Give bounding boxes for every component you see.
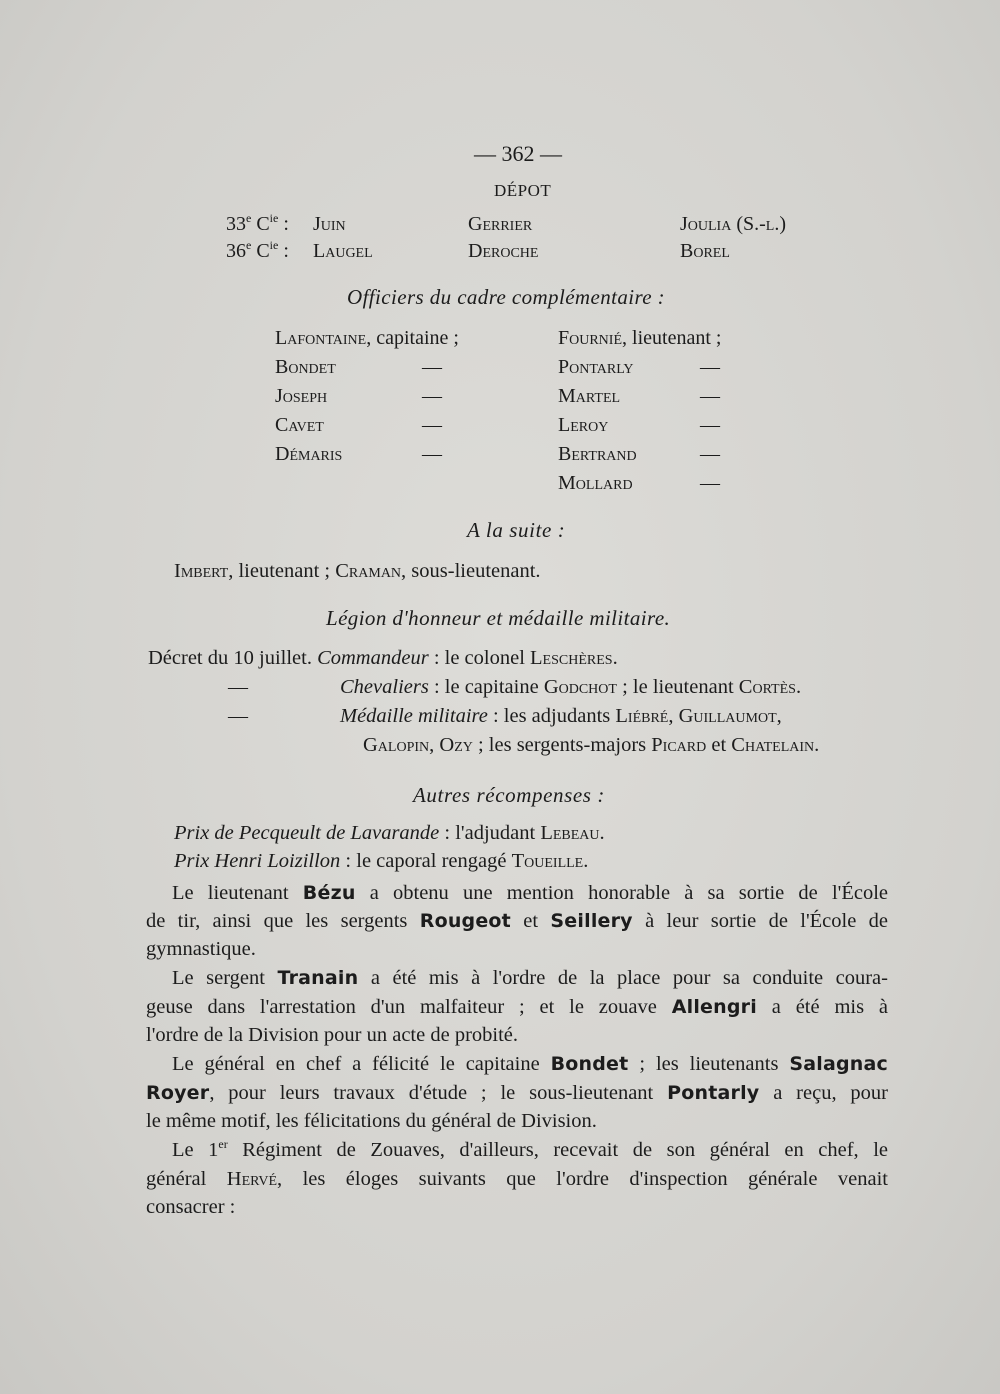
depot-name: Deroche xyxy=(468,240,539,262)
suite-heading: A la suite : xyxy=(467,518,566,542)
depot-name: Laugel xyxy=(313,240,373,262)
decree-line: Décret du 10 juillet. Commandeur : le colonel Leschères. xyxy=(148,647,618,669)
ditto-dash: — xyxy=(422,414,442,436)
paragraph-line: l'ordre de la Division pour un acte de probité. xyxy=(146,1024,519,1046)
paragraph-line: Le 1er Régiment de Zouaves, d'ailleurs, recevait de son général en chef, le xyxy=(172,1137,888,1161)
prix-line: Prix Henri Loizillon : le caporal rengagé Toueille. xyxy=(174,850,589,872)
paragraph-line: gymnastique. xyxy=(146,938,256,960)
paragraph-line: Le sergent Tranain a été mis à l'ordre de la place pour sa conduite coura- xyxy=(172,967,888,989)
officiers-heading: Officiers du cadre complémentaire : xyxy=(347,285,666,309)
paragraph-line: de tir, ainsi que les sergents Rougeot et Seillery à leur sortie de l'École de xyxy=(146,910,889,932)
suite-line: Imbert, lieutenant ; Craman, sous-lieutenant. xyxy=(174,560,541,582)
ditto-dash: — xyxy=(422,443,442,465)
ditto-dash: — xyxy=(700,385,720,407)
paragraph-line: consacrer : xyxy=(146,1196,236,1218)
medaille-line-cont: Galopin, Ozy ; les sergents-majors Picard et Chatelain. xyxy=(363,734,820,756)
paragraph-line: Royer, pour leurs travaux d'étude ; le sous-lieutenant Pontarly a reçu, pour xyxy=(146,1082,888,1104)
prix-line: Prix de Pecqueult de Lavarande : l'adjudant Lebeau. xyxy=(174,822,605,844)
ditto-dash: — xyxy=(700,472,720,494)
ditto-dash: — xyxy=(422,385,442,407)
autres-heading: Autres récompenses : xyxy=(413,783,606,807)
ditto-dash: — xyxy=(228,676,248,698)
depot-heading: DÉPOT xyxy=(494,181,552,200)
ditto-dash: — xyxy=(700,443,720,465)
ditto-dash: — xyxy=(228,705,248,727)
ditto-dash: — xyxy=(700,356,720,378)
legion-heading: Légion d'honneur et médaille militaire. xyxy=(326,606,671,630)
paragraph-line: Le lieutenant Bézu a obtenu une mention honorable à sa sortie de l'École xyxy=(172,882,889,904)
depot-name: Juin xyxy=(313,213,346,235)
officer-name: Leroy xyxy=(558,414,609,436)
chevaliers-line: Chevaliers : le capitaine Godchot ; le lieutenant Cortès. xyxy=(340,676,802,698)
depot-name: Joulia (S.-l.) xyxy=(680,213,786,235)
paragraph-line: le même motif, les félicitations du général de Division. xyxy=(146,1110,597,1132)
depot-name: Gerrier xyxy=(468,213,533,235)
officer-entry: Lafontaine, capitaine ; xyxy=(275,327,459,349)
paragraph-line: général Hervé, les éloges suivants que l'ordre d'inspection générale venait xyxy=(146,1168,888,1190)
officer-name: Bertrand xyxy=(558,443,637,465)
officer-name: Joseph xyxy=(275,385,328,407)
paragraph-line: geuse dans l'arrestation d'un malfaiteur ; et le zouave Allengri a été mis à xyxy=(146,996,888,1018)
officer-name: Bondet xyxy=(275,356,336,378)
ditto-dash: — xyxy=(422,356,442,378)
officer-name: Martel xyxy=(558,385,621,407)
company-label: 36e $C^{ie}$ : xyxy=(226,238,289,262)
officer-name: Mollard xyxy=(558,472,633,494)
officer-name: Démaris xyxy=(275,443,343,465)
officer-name: Cavet xyxy=(275,414,324,436)
page-number: — 362 — xyxy=(474,141,562,166)
medaille-line: Médaille militaire : les adjudants Liébré, Guillaumot, xyxy=(340,705,782,727)
company-label: 33e $C^{ie}$ : xyxy=(226,211,289,235)
officer-name: Pontarly xyxy=(558,356,634,378)
officer-entry: Fournié, lieutenant ; xyxy=(558,327,722,349)
ditto-dash: — xyxy=(700,414,720,436)
depot-name: Borel xyxy=(680,240,730,262)
paragraph-line: Le général en chef a félicité le capitaine Bondet ; les lieutenants Salagnac xyxy=(172,1053,888,1075)
